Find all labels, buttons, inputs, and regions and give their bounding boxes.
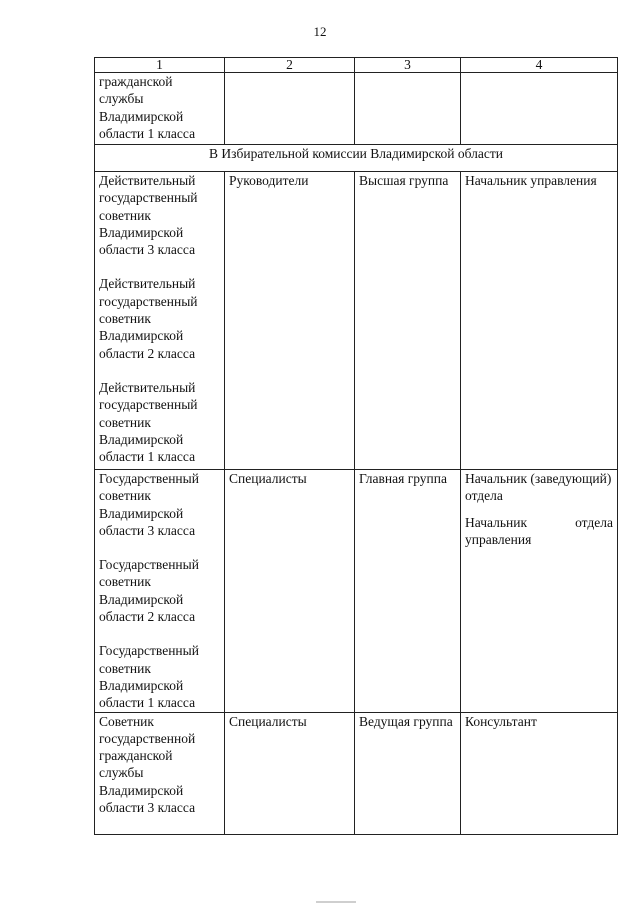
class-rank: Действительный государственный советник Владимирской области 1 класса: [99, 379, 198, 465]
class-rank: Действительный государственный советник Владимирской области 2 класса: [99, 276, 198, 361]
scan-artifact: [316, 901, 356, 903]
table-row: [95, 73, 618, 145]
column-header-3: 3: [355, 58, 461, 73]
category-cell: Специалисты: [225, 712, 355, 834]
class-rank: Государственный советник Владимирской области 3 класса: [99, 471, 199, 538]
class-rank-cell: гражданской службы Владимирской области 1 класса: [95, 73, 225, 145]
class-rank: Действительный государственный советник Владимирской области 3 класса: [99, 173, 198, 258]
class-rank: Государственный советник Владимирской области 2 класса: [99, 557, 199, 625]
class-rank: Советник государственной гражданской службы Владимирской области 3 класса: [99, 713, 196, 816]
table-row: [95, 470, 618, 713]
page-number: 12: [313, 24, 327, 39]
group-cell: Главная группа: [355, 470, 461, 713]
position-title: Начальник управления: [465, 173, 597, 188]
class-rank-cell: [95, 712, 225, 834]
class-rank: Государственный советник Владимирской области 1 класса: [99, 643, 199, 711]
table-row: [95, 172, 618, 470]
category-cell: Специалисты: [225, 470, 355, 713]
group-cell: Ведущая группа: [355, 712, 461, 834]
class-rank-cell: [95, 470, 225, 713]
section-title: В Избирательной комиссии Владимирской области: [95, 145, 618, 172]
table-header-row: [95, 58, 618, 73]
position-cell: [461, 172, 618, 470]
position-cell: [461, 73, 618, 145]
category-cell: [225, 73, 355, 145]
column-header-4: 4: [461, 58, 618, 73]
position-cell: [461, 470, 618, 713]
position-cell: [461, 712, 618, 834]
class-rank-cell: [95, 172, 225, 470]
group-cell: Высшая группа: [355, 172, 461, 470]
classification-table: [94, 57, 618, 835]
group-cell: [355, 73, 461, 145]
column-header-2: 2: [225, 58, 355, 73]
position-title: Консультант: [465, 713, 537, 729]
position-title: Начальник (заведующий) отдела: [465, 471, 612, 504]
section-row: [95, 145, 618, 172]
category-cell: Руководители: [225, 172, 355, 470]
position-title: Начальник отдела управления: [465, 514, 613, 547]
table-row: [95, 712, 618, 834]
column-header-1: 1: [95, 58, 225, 73]
